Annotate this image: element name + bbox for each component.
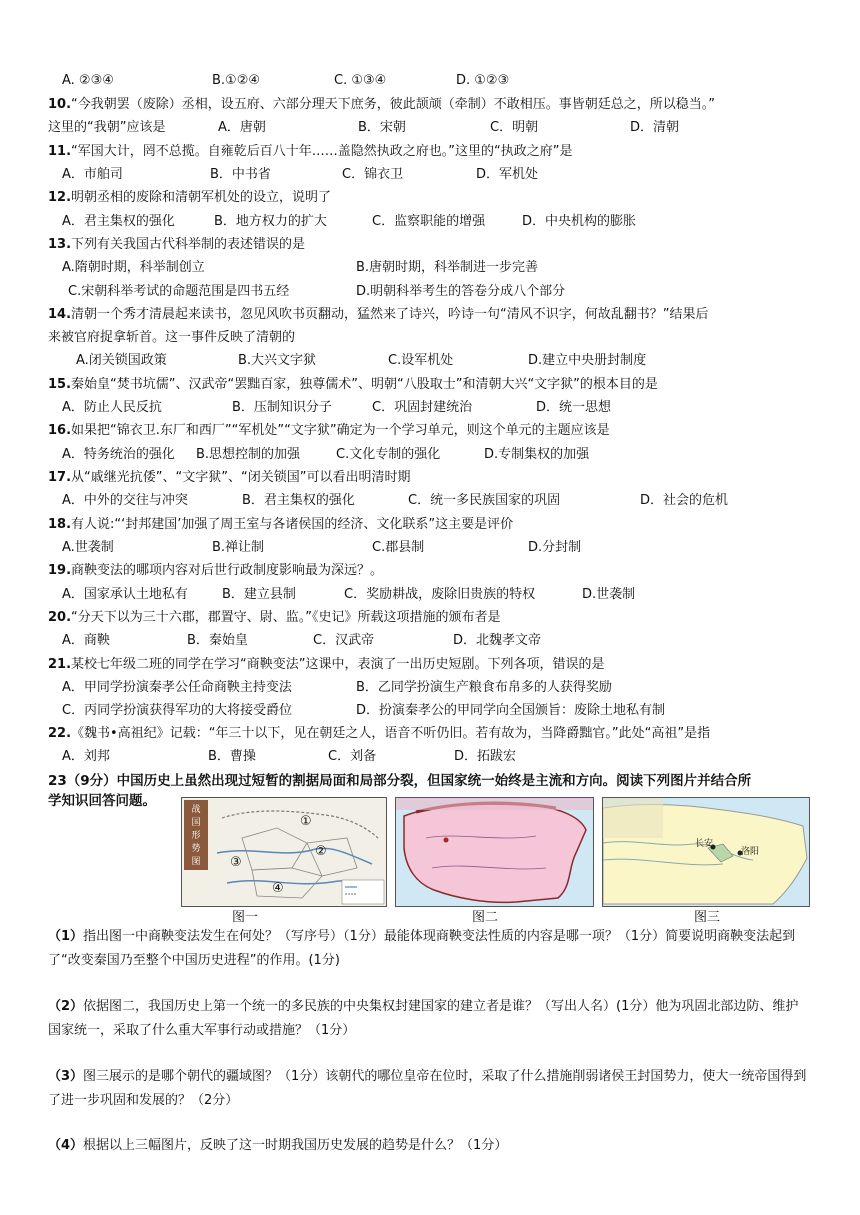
figure-2-caption: 图二 bbox=[472, 910, 499, 925]
fig3-label-luoyang: 洛阳 bbox=[741, 847, 760, 857]
question-13-options-1: A.隋朝时期，科举制创立 B.唐朝时期，科举制进一步完善 bbox=[62, 260, 539, 275]
sub-question-body: 依据图二，我国历史上第一个统一的多民族的中央集权封建国家的建立者是谁？（写出人名）(1分）他为巩固北部边防、维护国家统一，采取了什么重大军事行动或措施？（1分） bbox=[48, 999, 799, 1038]
question-16-options: A．特务统治的强化 B.思想控制的加强 C.文化专制的强化 D.专制集权的加强 bbox=[62, 447, 590, 462]
question-17-options: A．中外的交往与冲突 B．君主集权的强化 C．统一多民族国家的巩固 D．社会的危机 bbox=[62, 493, 729, 508]
q23-sub1-text bbox=[48, 929, 795, 968]
q9-options: A. ②③④ B.①②④ C. ①③④ D. ①②③ bbox=[62, 73, 510, 88]
question-23-heading-cont: 学知识回答问题。 bbox=[48, 793, 156, 809]
figure-3-caption: 图三 bbox=[694, 910, 721, 925]
sub-question-number: （3） bbox=[48, 1069, 84, 1084]
question-21-options-2: C．丙同学扮演获得军功的大将接受爵位 D．扮演秦孝公的甲同学向全国颁旨：废除土地私有制 bbox=[62, 703, 666, 718]
warring-states-map bbox=[182, 798, 386, 906]
question-18-options: A.世袭制 B.禅让制 C.郡县制 D.分封制 bbox=[62, 540, 582, 555]
question-10: 10.“今我朝罢（废除）丞相，设五府、六部分理天下庶务，彼此颉颃（牵制）不敢相压。事皆朝廷总之，所以稳当。” bbox=[48, 97, 716, 112]
question-21: 21.某校七年级二班的同学在学习“商鞅变法”这课中，表演了一出历史短剧。下列各项，错误的是 bbox=[48, 657, 605, 672]
fig1-marker-2: ② bbox=[315, 844, 327, 859]
fig1-title-5: 图 bbox=[191, 857, 201, 867]
question-22-options: A．刘邦 B．曹操 C．刘备 D．拓跋宏 bbox=[62, 749, 517, 764]
fig1-marker-4: ④ bbox=[272, 881, 284, 896]
question-23-sub-2 bbox=[48, 995, 810, 1043]
question-14: 14.清朝一个秀才清晨起来读书，忽见风吹书页翻动，猛然来了诗兴，吟诗一句“清风不识字，何故乱翻书？”结果后 bbox=[48, 307, 709, 322]
question-23-sub-3 bbox=[48, 1065, 810, 1113]
question-14-cont: 来被官府捉拿斩首。这一事件反映了清朝的 bbox=[48, 330, 296, 345]
question-11-options: A．市舶司 B．中书省 C．锦衣卫 D．军机处 bbox=[62, 167, 539, 182]
question-20-options: A．商鞅 B．秦始皇 C．汉武帝 D．北魏孝文帝 bbox=[62, 633, 542, 648]
sub-question-number: （2） bbox=[48, 999, 84, 1014]
figure-3-map bbox=[602, 797, 810, 907]
question-23-sub-4 bbox=[48, 1134, 810, 1158]
sub-question-body: 根据以上三幅图片，反映了这一时期我国历史发展的趋势是什么？（1分） bbox=[83, 1138, 508, 1153]
question-16: 16.如果把“锦衣卫.东厂和西厂”“军机处”“文字狱”确定为一个学习单元，则这个单元的主题应该是 bbox=[48, 423, 610, 438]
fig1-marker-1: ① bbox=[300, 814, 312, 829]
sub-question-body: 图三展示的是哪个朝代的疆域图？（1分）该朝代的哪位皇帝在位时，采取了什么措施削弱诸侯王封国势力，使大一统帝国得到了进一步巩固和发展的？（2分） bbox=[48, 1069, 807, 1108]
question-13: 13.下列有关我国古代科举制的表述错误的是 bbox=[48, 237, 306, 252]
fig1-marker-3: ③ bbox=[230, 855, 242, 870]
fig1-title-3: 形 bbox=[191, 831, 201, 841]
question-15: 15.秦始皇“焚书坑儒”、汉武帝“罢黜百家，独尊儒术”、明朝“八股取士”和清朝大兴“文字狱”的根本目的是 bbox=[48, 377, 658, 392]
question-14-options: A.闭关锁国政策 B.大兴文字狱 C.设军机处 D.建立中央册封制度 bbox=[76, 353, 647, 368]
question-19-options: A．国家承认土地私有 B．建立县制 C．奖励耕战，废除旧贵族的特权 D.世袭制 bbox=[62, 587, 636, 602]
sub-question-number: （4） bbox=[48, 1138, 84, 1153]
fig1-title-2: 国 bbox=[191, 818, 201, 828]
question-13-options-2: C.宋朝科举考试的命题范围是四书五经 D.明朝科举考生的答卷分成八个部分 bbox=[68, 284, 566, 299]
sub-question-body: 指出图一中商鞅变法发生在何处？（写序号）（1分）最能体现商鞅变法性质的内容是哪一项？（1分）简要说明商鞅变法起到了“改变秦国乃至整个中国历史进程”的作用。(1分) bbox=[48, 929, 796, 968]
question-23-heading: 23（9分）中国历史上虽然出现过短暂的割据局面和局部分裂，但国家统一始终是主流和方向。阅读下列图片并结合所 bbox=[48, 773, 752, 789]
question-22: 22.《魏书•高祖纪》记载：“年三十以下，见在朝廷之人，语音不听仍旧。若有故为，当降爵黜官。”此处“高祖”是指 bbox=[48, 726, 711, 741]
question-20: 20.“分天下以为三十六郡，郡置守、尉、监。”《史记》所载这项措施的颁布者是 bbox=[48, 610, 501, 625]
question-12-options: A．君主集权的强化 B．地方权力的扩大 C．监察职能的增强 D．中央机构的膨胀 bbox=[62, 214, 637, 229]
sub-question-number: （1） bbox=[48, 929, 84, 944]
question-12: 12.明朝丞相的废除和清朝军机处的设立，说明了 bbox=[48, 190, 332, 205]
question-21-options-1: A．甲同学扮演秦孝公任命商鞅主持变法 B．乙同学扮演生产粮食布帛多的人获得奖励 bbox=[62, 680, 612, 695]
question-15-options: A．防止人民反抗 B．压制知识分子 C．巩固封建统治 D．统一思想 bbox=[62, 400, 612, 415]
question-19: 19.商鞅变法的哪项内容对后世行政制度影响最为深远？。 bbox=[48, 563, 384, 578]
fig1-title-4: 势 bbox=[191, 844, 201, 854]
question-11: 11.“军国大计，罔不总揽。自雍乾后百八十年……盖隐然执政之府也。”这里的“执政之府”是 bbox=[48, 144, 573, 159]
question-23-sub-1 bbox=[48, 925, 810, 973]
qin-territory-map bbox=[396, 798, 593, 906]
fig1-title-1: 战 bbox=[191, 805, 201, 815]
figure-1-map bbox=[181, 797, 387, 907]
figure-1-caption: 图一 bbox=[232, 910, 259, 925]
figure-2-map bbox=[395, 797, 594, 907]
question-18: 18.有人说:“‘封邦建国’加强了周王室与各诸侯国的经济、文化联系”这主要是评价 bbox=[48, 517, 514, 532]
question-17: 17.从“戚继光抗倭”、“文字狱”、“闭关锁国”可以看出明清时期 bbox=[48, 470, 411, 485]
question-10-cont: 这里的“我朝”应该是 A．唐朝 B．宋朝 C．明朝 D．清朝 bbox=[48, 120, 680, 135]
han-territory-map bbox=[603, 798, 809, 906]
fig3-label-changan: 长安 bbox=[695, 839, 714, 849]
